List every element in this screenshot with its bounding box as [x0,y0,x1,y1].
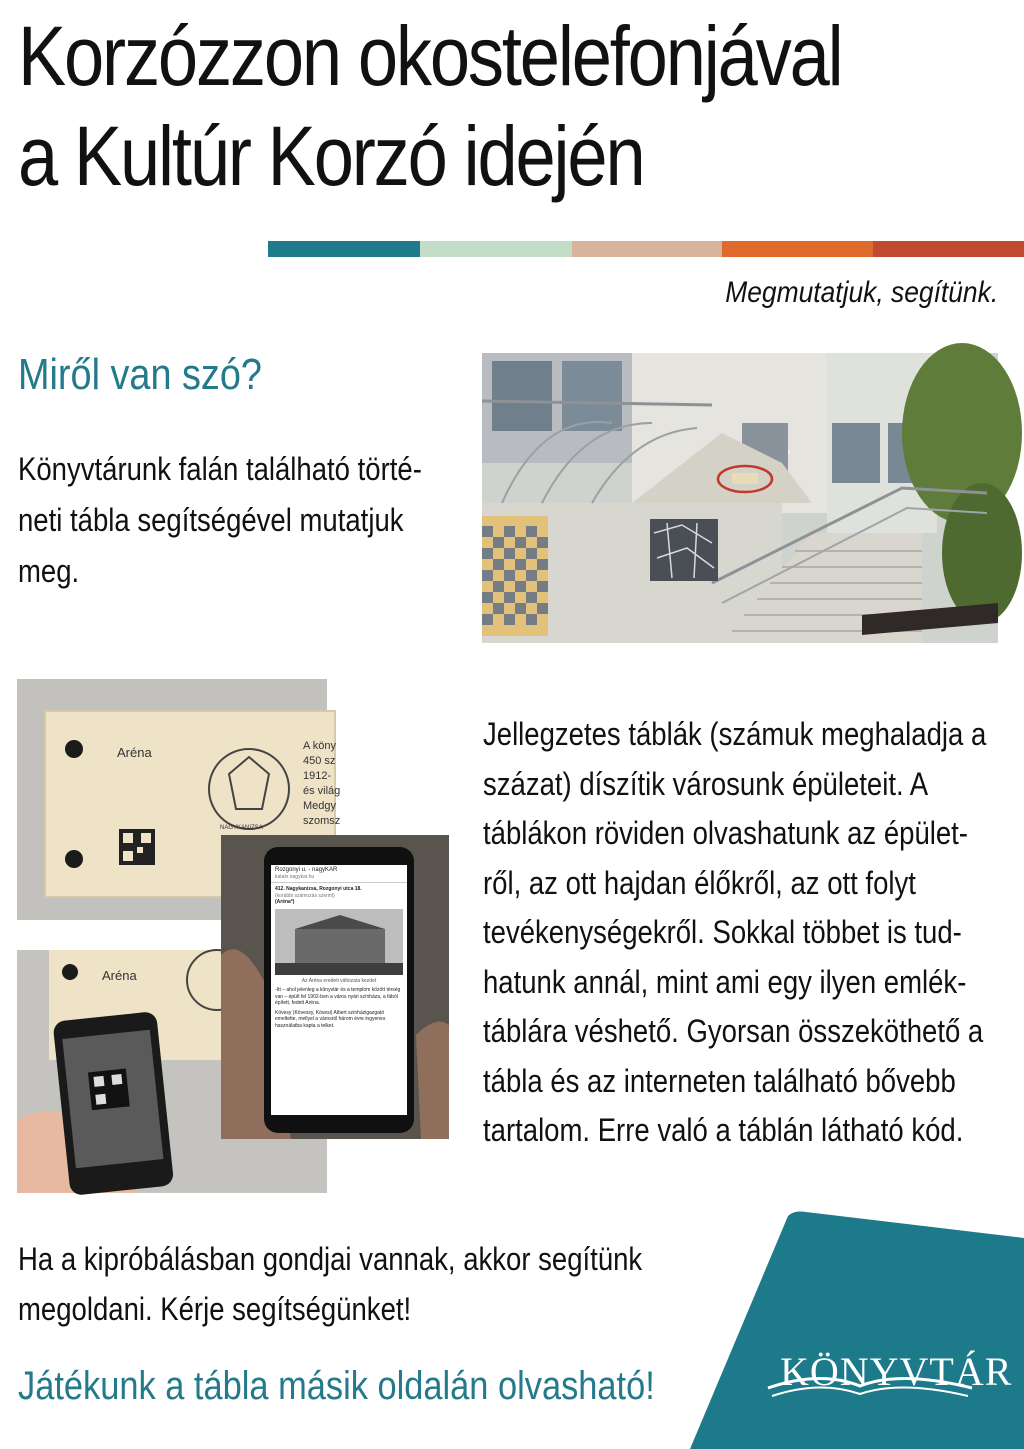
stripe-teal [268,241,420,257]
page-place-name: (Aréna*) [275,899,295,905]
page-url-sub: katalo.nagykar.hu [275,873,315,880]
tagline: Megmutatjuk, segítünk. [725,276,998,309]
page-address-note: (korábbi számozás szerint) [275,892,335,899]
body-line: tábla és az interneten található bővebb [483,1062,956,1099]
intro-heading: Miről van szó? [18,350,262,399]
intro-line: meg. [18,553,80,589]
plaque-text: A köny 450 sz 1912- és világ Medgy szomsz [303,740,341,827]
body-line: ről, az ott hajdan élőkről, az ott folyt [483,864,916,901]
page-body-1: -Itt – ahol jelenleg a könyvtár és a templom között térség van – épült fel 1902-ben a város nyári színháza, a fából épített, fedett Aréna. [275,987,401,1006]
body-line: hatunk annál, mint ami egy ilyen emlék- [483,963,967,1000]
body-line: százat) díszítik városunk épületeit. A [483,765,929,802]
library-logo [690,1210,1024,1449]
stripe-red [873,241,1024,257]
body-line: táblára véshető. Gyorsan összeköthető a [483,1013,984,1049]
stripe-mint [420,241,572,257]
logo-text: KÖNYVTÁR [780,1349,1013,1394]
phone-screen [271,865,407,1115]
body-line: táblákon röviden olvashatunk az épület- [483,815,968,851]
page-body-2: Kövesy (Kövessy, Kövesi) Albert színházigazgató emeltette, mellyel a városról három évre ingyenes használatba kapta a telket. [275,1009,386,1029]
plaque-name: Aréna [117,745,152,760]
help-line: megoldani. Kérje segítségünket! [18,1291,412,1327]
intro-line: neti tábla segítségével mutatjuk [18,502,404,538]
page-photo-caption: Az Aréna eredeti változata kezdet [301,977,377,984]
logo-shape [690,1210,1024,1449]
call-to-action: Játékunk a tábla másik oldalán olvasható! [18,1364,655,1408]
browser-bar [271,865,407,883]
stripe-beige [572,241,722,257]
page-url-title: Rozgonyi u. - nagyKAR [275,867,338,873]
help-line: Ha a kipróbálásban gondjai vannak, akkor segítünk [18,1241,643,1277]
title-line-2: a Kultúr Korzó idején [18,109,644,203]
page-title [18,6,878,206]
help-text [18,1234,706,1334]
body-text [483,710,999,1156]
building-illustration [482,353,998,643]
building-photo [482,353,998,643]
plaque-seal-text: NAGYKANIZSA [220,825,263,831]
phone-webpage-photo [221,835,449,1139]
body-line: tevékenységekről. Sokkal többet is tud- [483,914,962,950]
historic-photo-image [275,909,403,975]
plaque-name-2: Aréna [102,968,137,983]
intro-text [18,444,448,597]
page-historic-photo [275,909,403,975]
title-line-1: Korzózzon okostelefonjával [18,9,842,103]
body-line: Jellegzetes táblák (számuk meghaladja a [483,716,987,752]
intro-line: Könyvtárunk falán található törté- [18,451,422,487]
page-address: 412. Nagykanizsa, Rozgonyi utca 18. [275,886,362,892]
stripe-orange [722,241,873,257]
body-line: tartalom. Erre való a táblán látható kód. [483,1112,964,1148]
